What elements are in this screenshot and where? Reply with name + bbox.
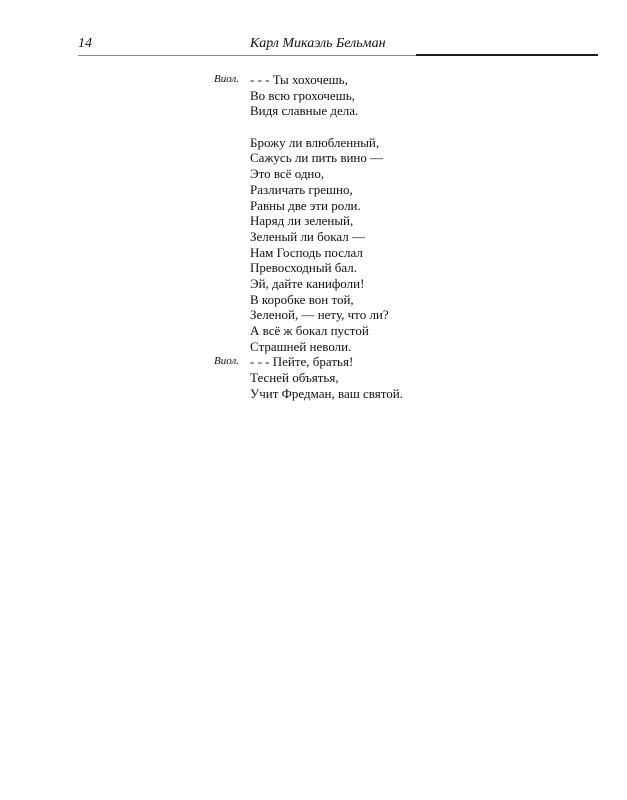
stanza-break [0, 119, 627, 135]
poem-line [0, 198, 627, 214]
line-text: Зеленой, — нету, что ли? [250, 307, 389, 323]
poem-line [0, 323, 627, 339]
speaker-label: Виол. [214, 73, 239, 85]
poem-line [0, 307, 627, 323]
line-text: В коробке вон той, [250, 291, 354, 307]
line-text: Нам Господь послал [250, 244, 363, 260]
poem-line [0, 213, 627, 229]
line-text: Во всю грохочешь, [250, 87, 355, 103]
poem-line [0, 370, 627, 386]
poem-line [0, 150, 627, 166]
line-text: Зеленый ли бокал — [250, 228, 365, 244]
poem-line [0, 339, 627, 355]
poem-line [0, 292, 627, 308]
line-text: Наряд ли зеленый, [250, 213, 354, 229]
line-text: Видя славные дела. [250, 103, 359, 119]
poem-line [0, 166, 627, 182]
poem-line [0, 229, 627, 245]
poem-line [0, 182, 627, 198]
line-text: - - - Ты хохочешь, [250, 72, 348, 87]
poem-line [0, 88, 627, 104]
running-title: Карл Микаэль Бельман [250, 36, 386, 51]
header-rule-accent [416, 54, 598, 56]
line-text: - - - Пейте, братья! [250, 354, 354, 370]
poem-line [0, 260, 627, 276]
line-text: Учит Фредман, ваш святой. [250, 385, 403, 401]
line-text: Сажусь ли пить вино — [250, 150, 384, 166]
line-text: Различать грешно, [250, 181, 353, 197]
line-text: Это всё одно, [250, 166, 325, 182]
poem-line [0, 72, 627, 88]
poem-line [0, 103, 627, 119]
line-text: А всё ж бокал пустой [250, 323, 369, 338]
line-text: Брожу ли влюбленный, [250, 134, 380, 150]
poem-line [0, 135, 627, 151]
page-header [78, 36, 598, 58]
poem-line [0, 245, 627, 261]
speaker-label: Виол. [214, 355, 239, 368]
page-number: 14 [78, 36, 92, 51]
line-text: Эй, дайте канифоли! [250, 275, 365, 291]
poem-line [0, 386, 627, 402]
poem-line [0, 276, 627, 292]
poem-body [0, 72, 627, 401]
line-text: Превосходный бал. [250, 260, 358, 276]
poem-line [0, 354, 627, 370]
line-text: Страшней неволи. [250, 338, 352, 354]
line-text: Равны две эти роли. [250, 197, 361, 213]
line-text: Тесней объятья, [250, 370, 339, 386]
